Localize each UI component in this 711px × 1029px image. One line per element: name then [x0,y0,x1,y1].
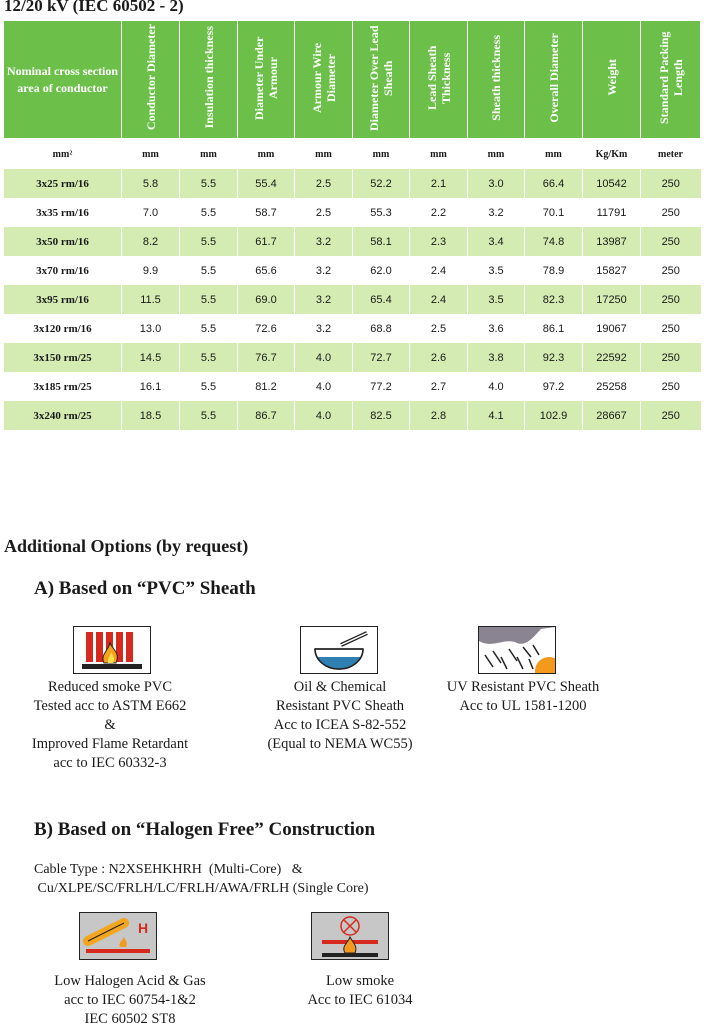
table-row [4,227,701,256]
table-row [4,343,701,372]
value-cell: 3.4 [468,227,525,256]
value-cell: 2.4 [410,285,468,314]
table-row [4,372,701,401]
unit-cell: mm [257,148,275,160]
value-cell: 4.1 [468,401,525,430]
value-cell: 22592 [583,343,641,372]
cross-section-cell: 3x95 rm/16 [4,285,122,314]
value-cell: 68.8 [353,314,410,343]
value-cell: 66.4 [525,169,583,198]
value-cell: 5.5 [180,343,238,372]
table-row [4,401,701,430]
value-cell: 2.6 [410,343,468,372]
value-cell: 58.1 [353,227,410,256]
low-smoke-caption: Low smoke Acc to IEC 61034 [307,973,413,1008]
table-row [4,198,701,227]
value-cell: 62.0 [353,256,410,285]
value-cell: 14.5 [122,343,180,372]
cable-type-text: Cable Type : N2XSEHKHRH (Multi-Core) & Cu/XLPE/SC/FRLH/LC/FRLH/AWA/FRLH (Single Core) [34,862,369,896]
value-cell: 5.5 [180,198,238,227]
value-cell: 52.2 [353,169,410,198]
value-cell: 3.2 [295,285,353,314]
value-cell: 3.5 [468,256,525,285]
cross-section-cell: 3x185 rm/25 [4,372,122,401]
column-header: Armour Wire Diameter [295,21,353,139]
value-cell: 5.8 [122,169,180,198]
value-cell: 86.1 [525,314,583,343]
value-cell: 82.3 [525,285,583,314]
value-cell: 3.2 [295,227,353,256]
page-title: 12/20 kV (IEC 60502 - 2) [4,0,184,15]
value-cell: 4.0 [468,372,525,401]
value-cell: 69.0 [238,285,295,314]
value-cell: 2.3 [410,227,468,256]
value-cell: 2.7 [410,372,468,401]
value-cell: 250 [641,256,701,285]
value-cell: 8.2 [122,227,180,256]
cross-section-cell: 3x240 rm/25 [4,401,122,430]
value-cell: 2.1 [410,169,468,198]
value-cell: 86.7 [238,401,295,430]
value-cell: 250 [641,169,701,198]
cross-section-cell: 3x50 rm/16 [4,227,122,256]
unit-cell: Kg/Km [595,148,628,160]
cable-spec-table [3,20,701,430]
value-cell: 3.2 [295,314,353,343]
value-cell: 25258 [583,372,641,401]
table-row [4,256,701,285]
value-cell: 2.2 [410,198,468,227]
value-cell: 250 [641,343,701,372]
value-cell: 2.5 [410,314,468,343]
unit-cell: mm [200,148,217,160]
column-header: Standard Packing Length [641,21,701,139]
value-cell: 65.6 [238,256,295,285]
low-smoke-icon [311,912,389,960]
value-cell: 4.0 [295,401,353,430]
value-cell: 74.8 [525,227,583,256]
value-cell: 4.0 [295,372,353,401]
column-header: Insulation thickness [180,21,238,139]
table-row [4,169,701,198]
value-cell: 2.5 [295,198,353,227]
value-cell: 97.2 [525,372,583,401]
unit-cell: mm [315,148,332,160]
value-cell: 58.7 [238,198,295,227]
units-row [4,139,701,170]
unit-cell: mm [487,148,505,160]
value-cell: 250 [641,227,701,256]
uv-sun-icon [478,626,556,674]
value-cell: 11791 [583,198,641,227]
value-cell: 5.5 [180,372,238,401]
value-cell: 5.5 [180,256,238,285]
reduced-smoke-flame-icon [73,626,151,674]
value-cell: 17250 [583,285,641,314]
cross-section-cell: 3x120 rm/16 [4,314,122,343]
value-cell: 16.1 [122,372,180,401]
value-cell: 76.7 [238,343,295,372]
uv-resistant-caption: UV Resistant PVC Sheath Acc to UL 1581-1200 [446,679,600,714]
unit-cell: mm [545,148,562,160]
value-cell: 55.4 [238,169,295,198]
value-cell: 82.5 [353,401,410,430]
value-cell: 250 [641,314,701,343]
value-cell: 92.3 [525,343,583,372]
value-cell: 15827 [583,256,641,285]
column-header: Conductor Diameter [122,21,180,139]
value-cell: 18.5 [122,401,180,430]
unit-cell: mm [142,148,159,160]
value-cell: 70.1 [525,198,583,227]
table-header-row [4,21,701,139]
value-cell: 4.0 [295,343,353,372]
cross-section-cell: 3x25 rm/16 [4,169,122,198]
section-a-heading: A) Based on “PVC” Sheath [34,578,256,599]
value-cell: 5.5 [180,314,238,343]
column-header: Nominal cross section area of conductor [4,21,122,139]
table-row [4,285,701,314]
oil-chemical-caption: Oil & Chemical Resistant PVC Sheath Acc to ICEA S-82-552 (Equal to NEMA WC55) [267,679,413,752]
value-cell: 250 [641,198,701,227]
unit-cell: mm² [52,148,73,160]
cross-section-cell: 3x70 rm/16 [4,256,122,285]
value-cell: 5.5 [180,285,238,314]
value-cell: 250 [641,372,701,401]
value-cell: 5.5 [180,227,238,256]
value-cell: 3.2 [468,198,525,227]
halogen-acid-icon [79,912,157,960]
unit-cell: mm [430,148,447,160]
oil-chemical-icon [300,626,378,674]
value-cell: 3.8 [468,343,525,372]
value-cell: 13.0 [122,314,180,343]
value-cell: 77.2 [353,372,410,401]
value-cell: 55.3 [353,198,410,227]
column-header: Sheath thickness [468,21,525,139]
svg-text:H: H [138,920,149,936]
value-cell: 3.2 [295,256,353,285]
cross-section-cell: 3x150 rm/25 [4,343,122,372]
value-cell: 5.5 [180,169,238,198]
cross-section-cell: 3x35 rm/16 [4,198,122,227]
value-cell: 10542 [583,169,641,198]
value-cell: 65.4 [353,285,410,314]
column-header: Lead Sheath Thickness [410,21,468,139]
low-halogen-caption: Low Halogen Acid & Gas acc to IEC 60754-1&2 IEC 60502 ST8 [54,973,206,1027]
reduced-smoke-caption: Reduced smoke PVC Tested acc to ASTM E662 & Improved Flame Retardant acc to IEC 60332-3 [31,679,189,771]
value-cell: 250 [641,401,701,430]
value-cell: 3.5 [468,285,525,314]
column-header: Weight [583,21,641,139]
value-cell: 13987 [583,227,641,256]
value-cell: 28667 [583,401,641,430]
value-cell: 19067 [583,314,641,343]
column-header: Diameter Under Armour [238,21,295,139]
value-cell: 250 [641,285,701,314]
unit-cell: mm [372,148,390,160]
value-cell: 72.6 [238,314,295,343]
value-cell: 102.9 [525,401,583,430]
table-row [4,314,701,343]
column-header: Diameter Over Lead Sheath [353,21,410,139]
value-cell: 11.5 [122,285,180,314]
section-b-heading: B) Based on “Halogen Free” Construction [34,819,376,840]
unit-cell: meter [658,148,683,160]
column-header: Overall Diameter [525,21,583,139]
value-cell: 3.6 [468,314,525,343]
value-cell: 2.4 [410,256,468,285]
value-cell: 7.0 [122,198,180,227]
additional-options-heading: Additional Options (by request) [4,536,249,556]
value-cell: 61.7 [238,227,295,256]
value-cell: 3.0 [468,169,525,198]
value-cell: 78.9 [525,256,583,285]
value-cell: 81.2 [238,372,295,401]
value-cell: 9.9 [122,256,180,285]
value-cell: 2.8 [410,401,468,430]
value-cell: 5.5 [180,401,238,430]
value-cell: 72.7 [353,343,410,372]
value-cell: 2.5 [295,169,353,198]
